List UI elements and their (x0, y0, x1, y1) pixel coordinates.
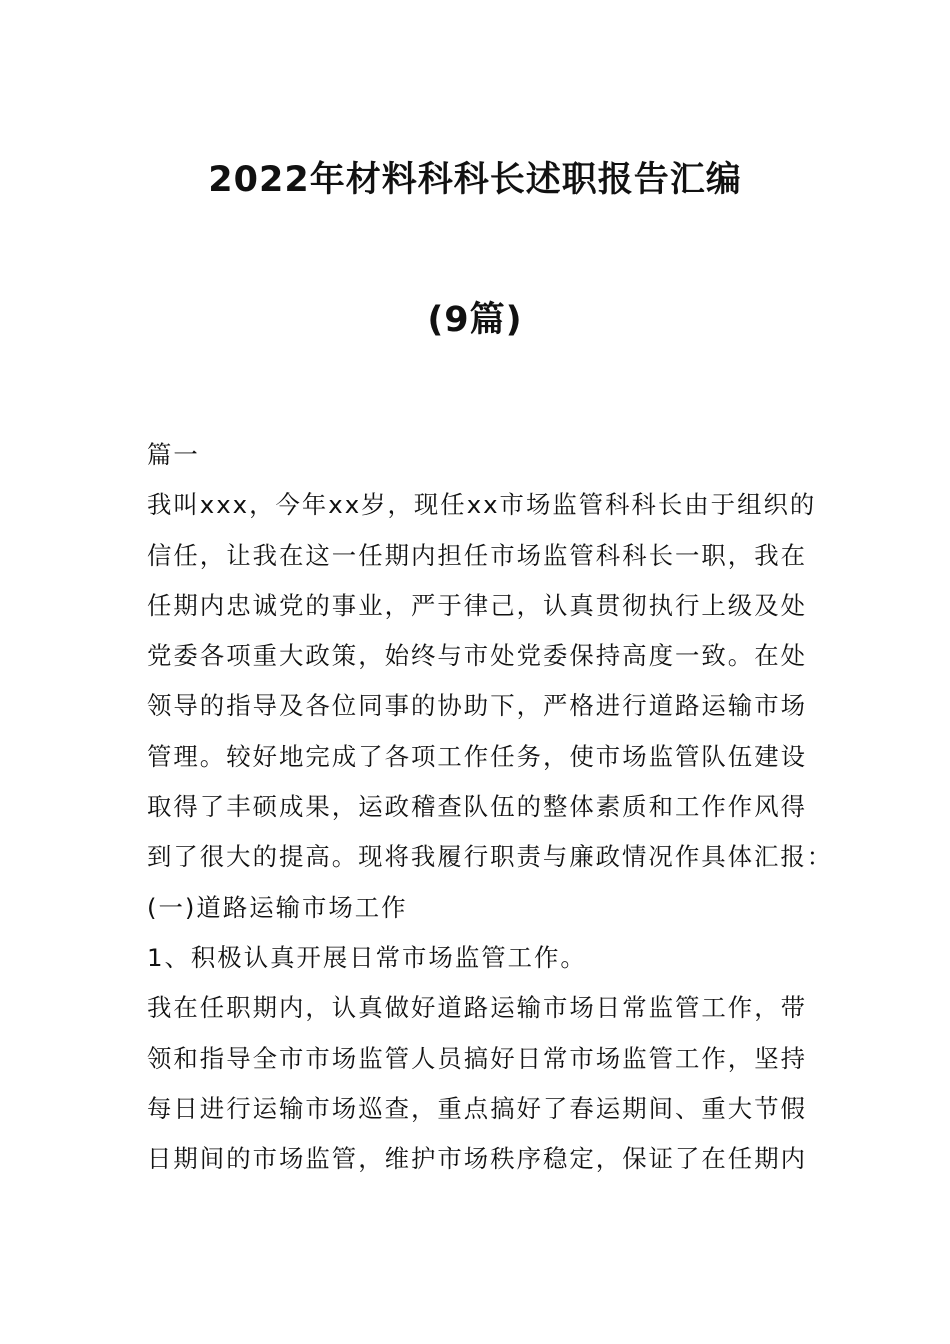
paragraph-line: 取得了丰硕成果，运政稽查队伍的整体素质和工作作风得 (147, 792, 807, 822)
document-title: 2022年材料科科长述职报告汇编 (208, 160, 742, 200)
paragraph-line: 信任，让我在这一任期内担任市场监管科科长一职，我在 (147, 540, 807, 570)
paragraph-line: 我叫xxx，今年xx岁，现任xx市场监管科科长由于组织的 (147, 490, 817, 520)
paragraph-line: 领导的指导及各位同事的协助下，严格进行道路运输市场 (147, 691, 807, 721)
numbered-heading: 1、积极认真开展日常市场监管工作。 (147, 942, 587, 972)
paragraph-line: 每日进行运输市场巡查，重点搞好了春运期间、重大节假 (147, 1093, 807, 1123)
document-body (147, 430, 834, 1184)
paragraph-line: 管理。较好地完成了各项工作任务，使市场监管队伍建设 (147, 741, 807, 771)
section-label: 篇一 (147, 440, 200, 469)
paragraph-line: 任期内忠诚党的事业，严于律己，认真贯彻执行上级及处 (147, 590, 807, 620)
paragraph-line: 党委各项重大政策，始终与市处党委保持高度一致。在处 (147, 641, 807, 671)
paragraph-line: 我在任职期内，认真做好道路运输市场日常监管工作，带 (147, 993, 807, 1023)
paragraph-line: 到了很大的提高。现将我履行职责与廉政情况作具体汇报： (147, 842, 834, 872)
document-subtitle: (9篇) (427, 300, 523, 340)
subsection-heading: (一)道路运输市场工作 (147, 892, 408, 922)
paragraph-line: 领和指导全市市场监管人员搞好日常市场监管工作，坚持 (147, 1043, 807, 1073)
paragraph-line: 日期间的市场监管，维护市场秩序稳定，保证了在任期内 (147, 1144, 807, 1174)
